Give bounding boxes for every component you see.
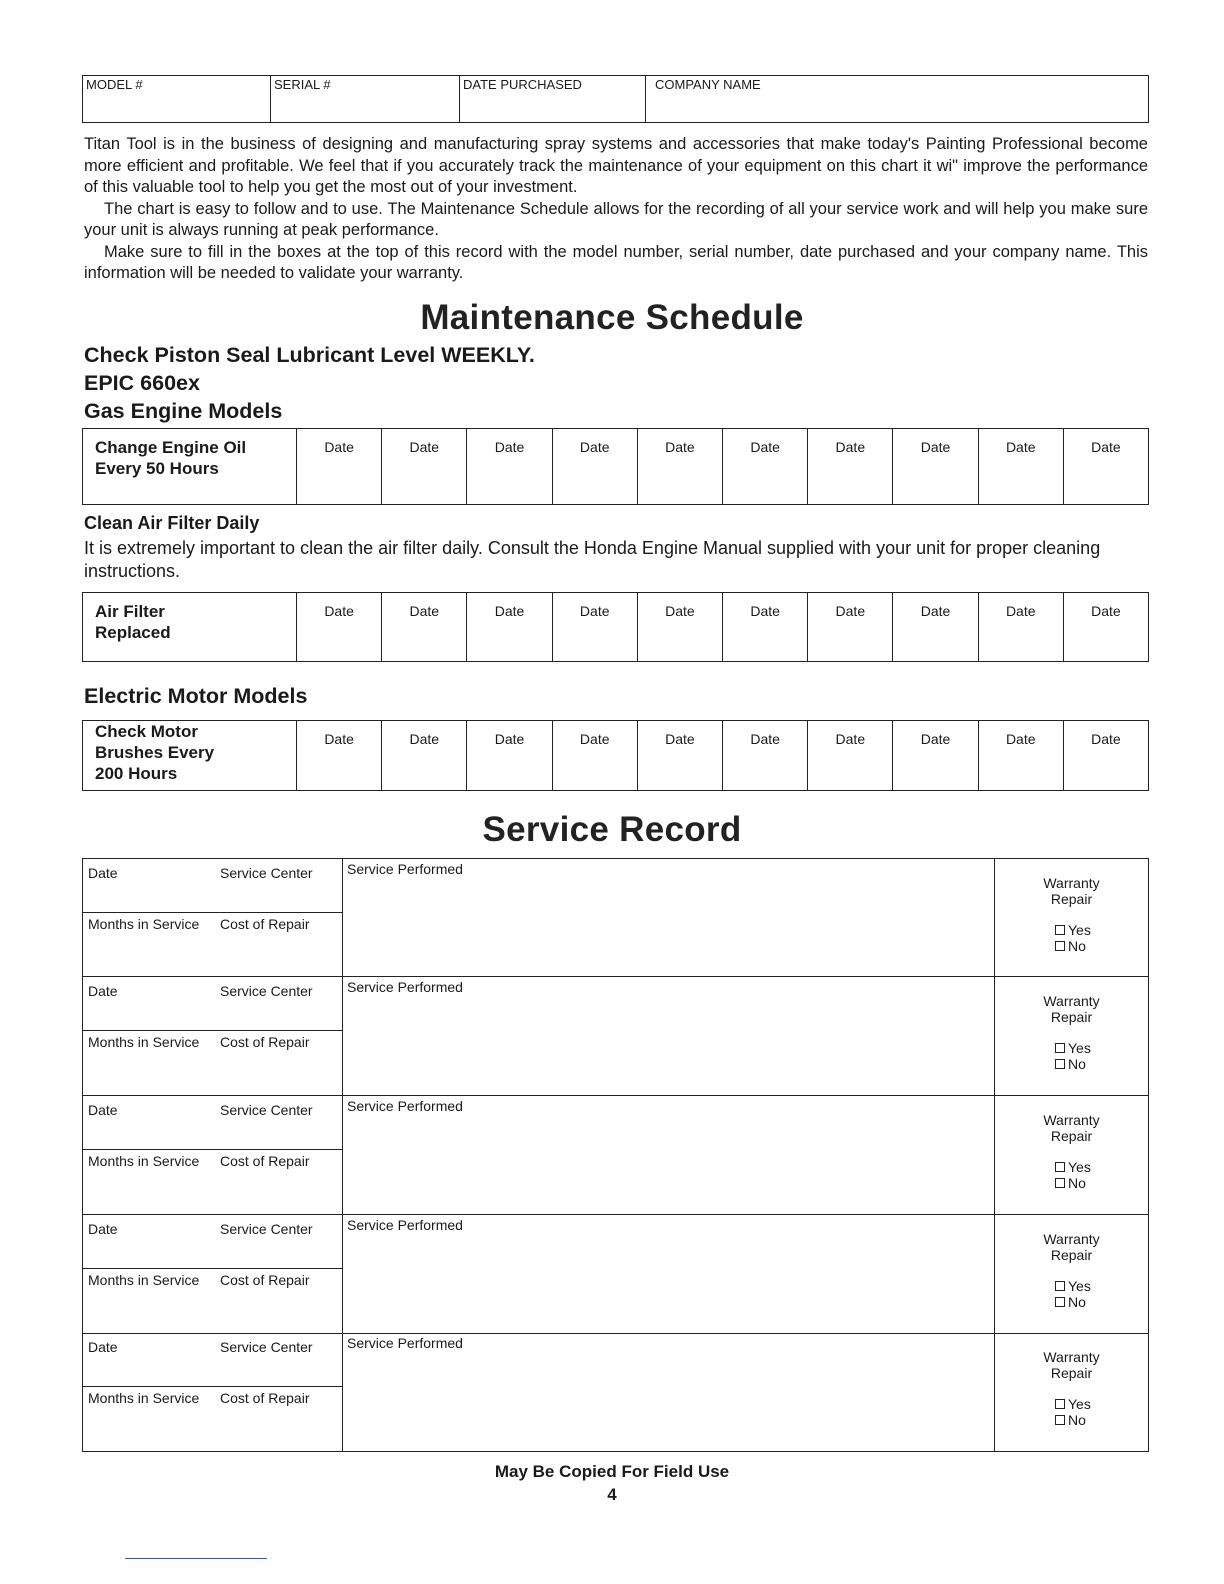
model-line: EPIC 660ex (84, 371, 200, 395)
service-record-entry (82, 1215, 1149, 1334)
company-name-label: COMPANY NAME (655, 77, 761, 92)
checkbox-icon[interactable] (1055, 1415, 1065, 1425)
engine-oil-table (82, 428, 1149, 505)
date-cell[interactable]: Date (808, 429, 893, 504)
warranty-yes-option[interactable]: Yes (1055, 1278, 1091, 1294)
date-cell[interactable]: Date (467, 429, 552, 504)
maintenance-title: Maintenance Schedule (420, 298, 804, 337)
header-fields (82, 75, 1149, 123)
cost-of-repair-label: Cost of Repair (220, 1153, 310, 1169)
service-performed-label: Service Performed (347, 861, 463, 877)
date-cell[interactable]: Date (638, 429, 723, 504)
cost-of-repair-label: Cost of Repair (220, 1272, 310, 1288)
cost-of-repair-label: Cost of Repair (220, 1390, 310, 1406)
date-label: Date (88, 1221, 118, 1237)
serial-field[interactable] (271, 76, 460, 122)
months-in-service-label: Months in Service (88, 916, 200, 932)
months-in-service-label: Months in Service (88, 1153, 200, 1169)
cost-of-repair-label: Cost of Repair (220, 916, 310, 932)
warranty-repair-box: Warranty Repair Yes No (994, 1096, 1148, 1214)
clean-air-filter-heading: Clean Air Filter Daily (84, 513, 260, 533)
date-cell[interactable]: Date (553, 721, 638, 790)
intro-paragraph-1: Titan Tool is in the business of designing and manufacturing spray systems and accessories that make today's Painting Professional become more efficient and profitable. We feel that if you accurately track the maintenance of your equipment on this chart it wi" improve the performance of this valuable tool to help you get the most out of your investment. (84, 135, 1148, 196)
date-label: Date (88, 983, 118, 999)
service-performed-label: Service Performed (347, 1335, 463, 1351)
checkbox-icon[interactable] (1055, 1399, 1065, 1409)
warranty-no-option[interactable]: No (1055, 1412, 1091, 1428)
warranty-yes-option[interactable]: Yes (1055, 1159, 1091, 1175)
date-cell[interactable]: Date (638, 721, 723, 790)
model-label: MODEL # (86, 77, 143, 92)
service-record-entry (82, 1333, 1149, 1452)
service-record-entry (82, 1096, 1149, 1215)
copy-note: May Be Copied For Field Use (494, 1462, 730, 1481)
date-cell[interactable]: Date (979, 593, 1064, 661)
date-label: Date (88, 865, 118, 881)
date-cell[interactable]: Date (382, 721, 467, 790)
checkbox-icon[interactable] (1055, 1178, 1065, 1188)
date-cell[interactable]: Date (893, 721, 978, 790)
electric-motor-heading: Electric Motor Models (84, 684, 308, 708)
date-cell[interactable]: Date (808, 721, 893, 790)
page-number: 4 (607, 1485, 617, 1504)
checkbox-icon[interactable] (1055, 941, 1065, 951)
service-record-entry (82, 858, 1149, 977)
date-cell[interactable]: Date (1091, 603, 1121, 619)
model-field[interactable] (83, 76, 271, 122)
date-cell[interactable]: Date (1091, 439, 1121, 455)
cost-of-repair-label: Cost of Repair (220, 1034, 310, 1050)
service-performed-label: Service Performed (347, 1098, 463, 1114)
service-center-label: Service Center (220, 1221, 313, 1237)
service-record-entry (82, 977, 1149, 1096)
checkbox-icon[interactable] (1055, 1162, 1065, 1172)
check-piston-line: Check Piston Seal Lubricant Level WEEKLY. (84, 343, 535, 367)
date-cell[interactable]: Date (297, 721, 382, 790)
date-cell[interactable]: Date (553, 429, 638, 504)
months-in-service-label: Months in Service (88, 1272, 200, 1288)
air-filter-table (82, 592, 1149, 662)
service-performed-label: Service Performed (347, 1217, 463, 1233)
motor-brushes-table (82, 720, 1149, 791)
serial-label: SERIAL # (274, 77, 331, 92)
warranty-yes-option[interactable]: Yes (1055, 1396, 1091, 1412)
checkbox-icon[interactable] (1055, 1043, 1065, 1053)
warranty-repair-box: Warranty Repair Yes No (994, 1215, 1148, 1333)
gas-engine-heading: Gas Engine Models (84, 399, 283, 423)
warranty-yes-option[interactable]: Yes (1055, 1040, 1091, 1056)
date-cell[interactable]: Date (723, 593, 808, 661)
warranty-no-option[interactable]: No (1055, 1056, 1091, 1072)
checkbox-icon[interactable] (1055, 1059, 1065, 1069)
date-cell[interactable]: Date (382, 429, 467, 504)
warranty-no-option[interactable]: No (1055, 1175, 1091, 1191)
checkbox-icon[interactable] (1055, 1297, 1065, 1307)
footer-rule (125, 1558, 267, 1559)
warranty-repair-box: Warranty Repair Yes No (994, 1333, 1148, 1451)
intro-text (84, 134, 1148, 285)
date-purchased-label: DATE PURCHASED (463, 77, 582, 92)
service-center-label: Service Center (220, 1339, 313, 1355)
intro-paragraph-2: The chart is easy to follow and to use. The Maintenance Schedule allows for the recording of all your service work and will help you make sure your unit is always running at peak performance. (84, 199, 1148, 239)
date-cell[interactable]: Date (297, 429, 382, 504)
date-cell[interactable]: Date (297, 593, 382, 661)
date-cell[interactable]: Date (979, 721, 1064, 790)
service-record-title: Service Record (482, 810, 742, 849)
warranty-repair-box: Warranty Repair Yes No (994, 977, 1148, 1095)
air-filter-label: Air Filter Replaced (83, 593, 297, 661)
service-center-label: Service Center (220, 1102, 313, 1118)
date-cell[interactable]: Date (1091, 731, 1121, 747)
company-name-field[interactable] (646, 76, 1148, 122)
date-purchased-field[interactable] (460, 76, 646, 122)
date-cell[interactable]: Date (467, 593, 552, 661)
checkbox-icon[interactable] (1055, 1281, 1065, 1291)
warranty-no-option[interactable]: No (1055, 1294, 1091, 1310)
service-center-label: Service Center (220, 865, 313, 881)
motor-brushes-label: Check Motor Brushes Every 200 Hours (83, 721, 297, 790)
date-cell[interactable]: Date (467, 721, 552, 790)
date-cell[interactable]: Date (979, 429, 1064, 504)
intro-paragraph-3: Make sure to fill in the boxes at the top of this record with the model number, serial number, date purchased and your company name. This information will be needed to validate your warranty. (84, 242, 1148, 282)
warranty-no-option[interactable]: No (1055, 938, 1091, 954)
service-performed-label: Service Performed (347, 979, 463, 995)
checkbox-icon[interactable] (1055, 925, 1065, 935)
date-cell[interactable]: Date (382, 593, 467, 661)
warranty-repair-box: Warranty Repair Yes No (994, 859, 1148, 976)
date-cell[interactable]: Date (893, 593, 978, 661)
date-label: Date (88, 1102, 118, 1118)
clean-air-filter-text: It is extremely important to clean the air filter daily. Consult the Honda Engine Manual supplied with your unit for proper cleaning instructions. (84, 538, 1101, 581)
date-cell[interactable]: Date (893, 429, 978, 504)
date-cell[interactable]: Date (553, 593, 638, 661)
date-cell[interactable]: Date (723, 721, 808, 790)
service-center-label: Service Center (220, 983, 313, 999)
warranty-yes-option[interactable]: Yes (1055, 922, 1091, 938)
date-label: Date (88, 1339, 118, 1355)
engine-oil-label: Change Engine Oil Every 50 Hours (83, 429, 297, 504)
date-cell[interactable]: Date (723, 429, 808, 504)
months-in-service-label: Months in Service (88, 1034, 200, 1050)
date-cell[interactable]: Date (808, 593, 893, 661)
months-in-service-label: Months in Service (88, 1390, 200, 1406)
date-cell[interactable]: Date (638, 593, 723, 661)
